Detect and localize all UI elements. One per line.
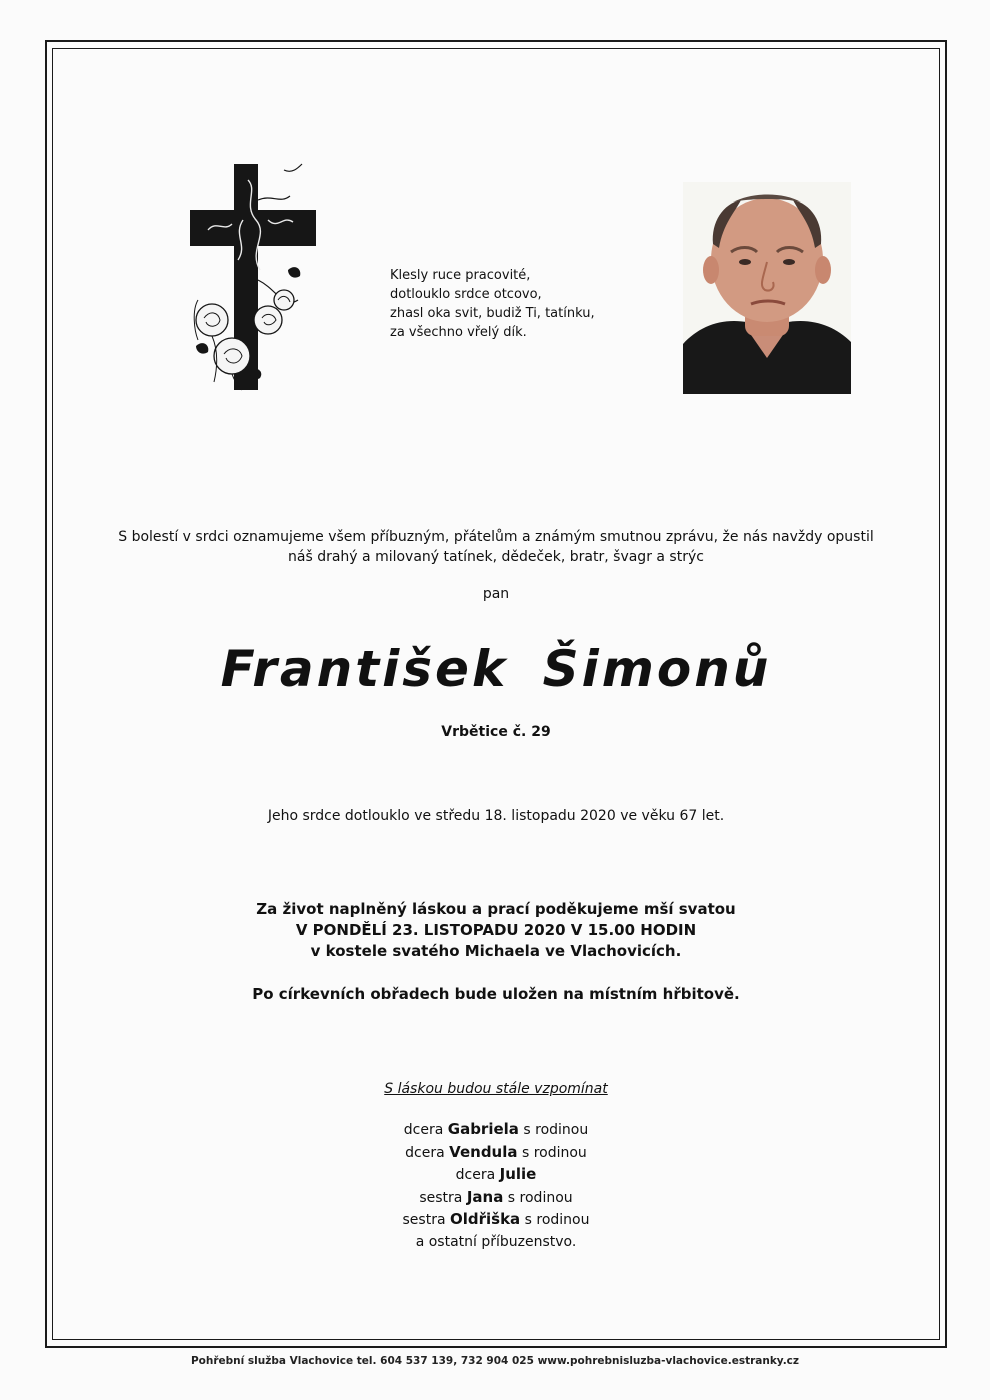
mourner-suffix: s rodinou (507, 1189, 573, 1206)
mourner-name: Gabriela (447, 1120, 519, 1138)
cross-with-roses-icon (188, 160, 318, 392)
mourner-item (60, 1187, 932, 1210)
deceased-name: František Šimonů (220, 640, 772, 698)
poem (390, 266, 650, 342)
announcement-line: náš drahý a milovaný tatínek, dědeček, bratr, švagr a strýc (288, 549, 704, 565)
mass-line: V PONDĚLÍ 23. LISTOPADU 2020 V 15.00 HODIN (295, 921, 697, 939)
mass-details (60, 899, 932, 962)
honorific: pan (482, 586, 510, 602)
mourner-relation: dcera (403, 1122, 444, 1138)
mourner-suffix: s rodinou (524, 1212, 590, 1228)
mourner-name: Vendula (449, 1142, 518, 1161)
death-notice: Jeho srdce dotlouklo ve středu 18. listopadu 2020 ve věku 67 let. (267, 808, 725, 824)
footer-contact: Pohřební služba Vlachovice tel. 604 537 139, 732 904 025 www.pohrebnisluzba-vlachovice.estranky.cz (190, 1355, 800, 1367)
poem-line: dotlouklo srdce otcovo, (390, 287, 542, 302)
remember-title: S láskou budou stále vzpomínat (384, 1081, 608, 1097)
mourner-relation: dcera (405, 1144, 445, 1161)
mass-line: Za život naplněný láskou a prací poděkujeme mší svatou (256, 900, 736, 918)
portrait-photo (683, 182, 851, 394)
poem-line: za všechno vřelý dík. (390, 325, 527, 340)
mourner-name: Julie (499, 1165, 537, 1183)
address: Vrbětice č. 29 (441, 724, 551, 740)
mourner-name: Oldřiška (449, 1210, 521, 1228)
mourner-item (60, 1164, 932, 1187)
mourner-relation: sestra (402, 1212, 446, 1228)
mourners-closing: a ostatní příbuzenstvo. (415, 1233, 577, 1250)
burial-notice: Po církevních obřadech bude uložen na místním hřbitově. (252, 985, 740, 1003)
announcement (60, 527, 932, 567)
mourner-suffix: s rodinou (521, 1144, 587, 1161)
poem-line: zhasl oka svit, budiž Ti, tatínku, (390, 306, 595, 321)
mass-line: v kostele svatého Michaela ve Vlachovicích. (310, 942, 682, 960)
mourner-item (60, 1119, 932, 1142)
mourners-list (60, 1119, 932, 1253)
poem-line: Klesly ruce pracovité, (390, 268, 531, 283)
mourner-name: Jana (466, 1187, 504, 1206)
mourner-suffix: s rodinou (523, 1122, 589, 1138)
mourner-relation: sestra (419, 1189, 463, 1206)
announcement-line: S bolestí v srdci oznamujeme všem příbuzným, přátelům a známým smutnou zprávu, že nás navždy opustil (118, 529, 874, 545)
mourner-item (60, 1142, 932, 1165)
mourner-item (60, 1209, 932, 1232)
mourner-relation: dcera (455, 1167, 496, 1183)
